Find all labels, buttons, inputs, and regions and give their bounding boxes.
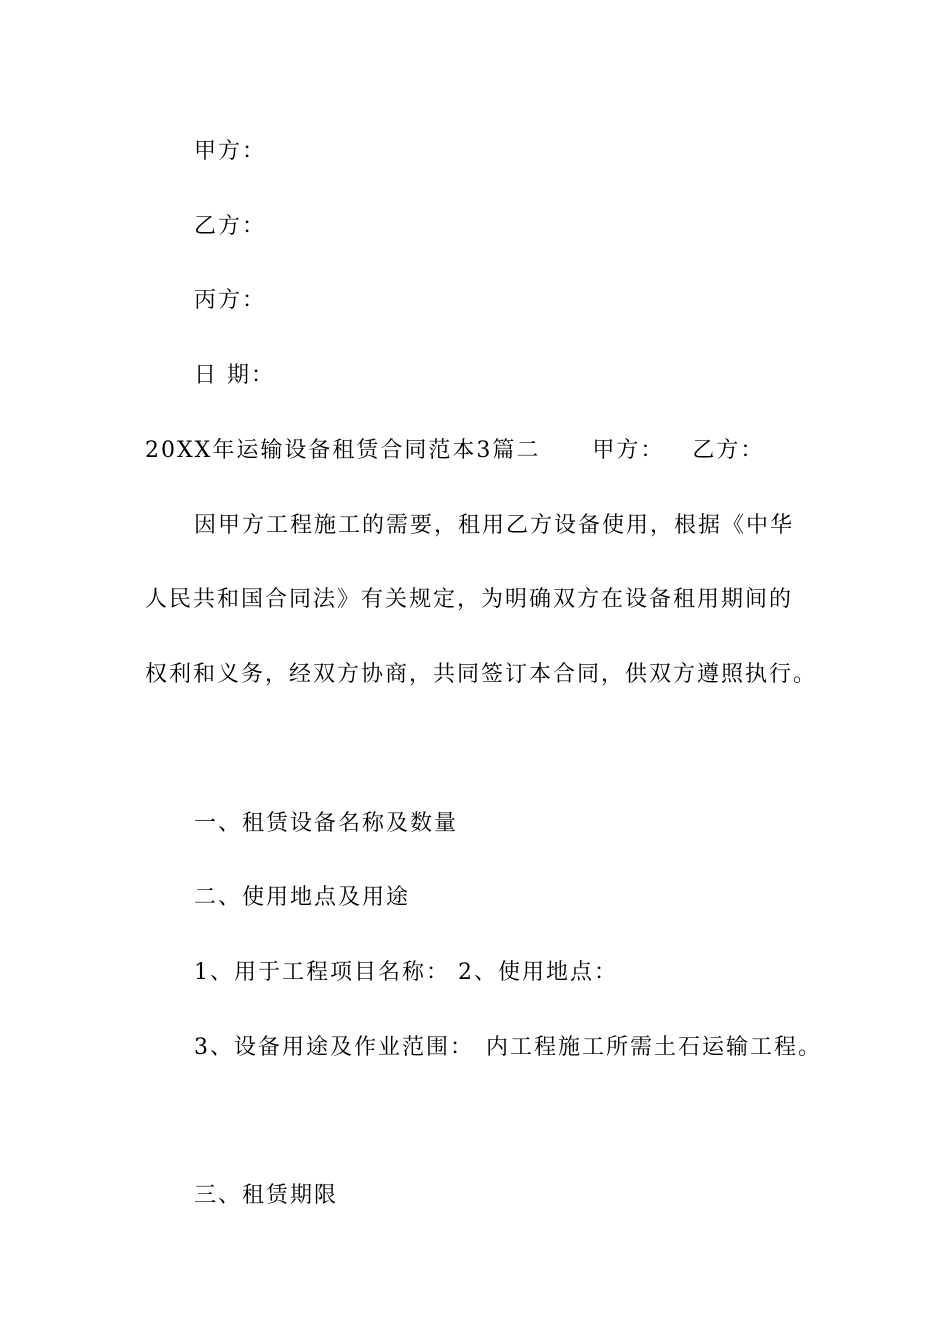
signature-party-b: 乙方：: [194, 214, 267, 239]
item-equipment-usage: 3、设备用途及作业范围：: [194, 1035, 474, 1060]
intro-paragraph-line-1: 因甲方工程施工的需要，租用乙方设备使用，根据《中华: [194, 513, 795, 538]
signature-party-a: 甲方：: [194, 139, 267, 164]
signature-date: 日 期：: [194, 363, 275, 388]
contract-heading-line: [145, 436, 764, 466]
item-project-name: 1、用于工程项目名称：: [194, 960, 450, 985]
section-heading-2: 二、使用地点及用途: [194, 885, 411, 910]
heading-party-b: 乙方：: [692, 438, 765, 463]
section-heading-3: 三、租赁期限: [194, 1183, 339, 1208]
item-usage-location: 2、使用地点：: [458, 960, 618, 985]
item-equipment-usage-value: 内工程施工所需土石运输工程。: [486, 1035, 823, 1060]
section-2-items-line: [194, 958, 618, 988]
signature-party-c: 丙方：: [194, 288, 267, 313]
section-heading-1: 一、租赁设备名称及数量: [194, 811, 459, 836]
contract-title: 20XX年运输设备租赁合同范本3篇二: [145, 438, 541, 463]
section-2-item-3-line: [194, 1033, 822, 1063]
intro-paragraph-line-2: 人民共和国合同法》有关规定，为明确双方在设备租用期间的: [145, 587, 794, 612]
intro-paragraph-line-3: 权利和义务，经双方协商，共同签订本合同，供双方遵照执行。: [145, 662, 818, 687]
heading-party-a: 甲方：: [592, 438, 665, 463]
